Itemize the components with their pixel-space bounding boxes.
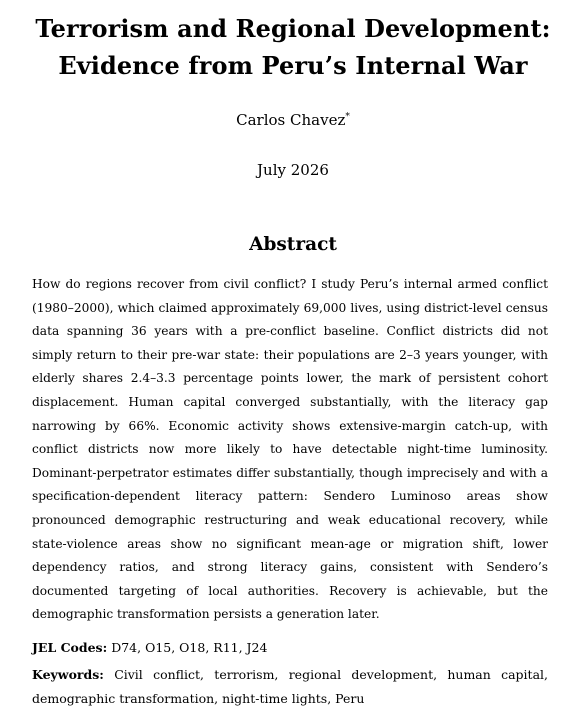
keywords-label: Keywords: [32,667,104,682]
author-footnote-marker: * [345,112,350,122]
keywords-value: Civil conflict, terrorism, regional development, human capital, demographic transformation, night-time lights, Peru [32,667,548,706]
jel-codes-line [32,636,548,660]
paper-title-line-1: Terrorism and Regional Development: [35,14,551,43]
author-name: Carlos Chavez [236,111,346,129]
jel-codes-label: JEL Codes: [32,640,108,655]
author-line [0,107,586,130]
abstract-body: How do regions recover from civil conflict? I study Peru’s internal armed conflict (1980–2000), which claimed approximately 69,000 lives, using district-level census data spanning 36 years with a pre-conflict baseline. Conflict districts did not simply return to their pre-war state: their populations are 2–3 years younger, with elderly shares 2.4–3.3 percentage points lower, the mark of persistent cohort displacement. Human capital converged substantially, with the literacy gap narrowing by 66%. Economic activity shows extensive-margin catch-up, with conflict districts now more likely to have detectable night-time luminosity. Dominant-perpetrator estimates differ substantially, though imprecisely and with a specification-dependent literacy pattern: Sendero Luminoso areas show pronounced demographic restructuring and weak educational recovery, while state-violence areas show no significant mean-age or migration shift, lower dependency ratios, and strong literacy gains, consistent with Sendero’s documented targeting of local authorities. Recovery is achievable, but the demographic transformation persists a generation later. [32,277,548,622]
paper-title-line-2: Evidence from Peru’s Internal War [58,51,528,80]
abstract-heading: Abstract [249,234,337,255]
jel-codes-value: D74, O15, O18, R11, J24 [111,640,268,655]
paper-title [0,10,586,84]
keywords-line [32,663,548,710]
publication-date: July 2026 [257,161,329,179]
